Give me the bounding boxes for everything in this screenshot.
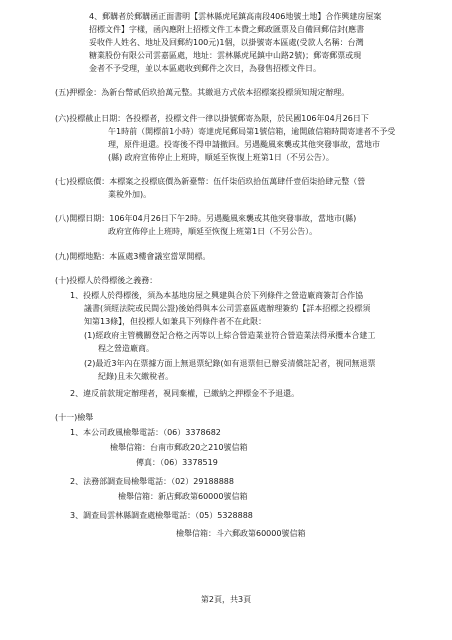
section-10-1-1-line-1: (1)經政府主管機關登記合格之丙等以上綜合營造業並符合營造業法得承攬本合建工 (84, 331, 376, 340)
section-8-line-1: (八)開標日期：106年04月26日下午2時。另遇颱風來襲或其他突發事故，當地市(縣) (55, 214, 357, 223)
section-11-1-mailbox: 檢舉信箱：台南市郵政20之210號信箱 (110, 443, 248, 452)
section-5: (五)押標金：為新台幣貳佰玖拾萬元整。其繳退方式依本招標案投標須知規定辦理。 (55, 88, 350, 97)
item4-line-1: 4、郵購者於郵購函正面書明【雲林縣虎尾鎮高南段406地號土地】合作興建房屋案 (89, 12, 382, 21)
section-11-2-mailbox: 檢舉信箱：新店郵政第60000號信箱 (118, 492, 248, 501)
section-6-line-2: 午1時前（開標前1小時）寄達虎尾郵局第1號信箱，逾開啟信箱時間寄達者不予受 (108, 127, 396, 136)
section-10-1-line-3: 知第13條】，但投標人如兼具下列條件者不在此限： (84, 317, 267, 326)
section-10-title: (十)投標人於得標後之義務： (55, 276, 158, 285)
section-10-1-2-line-2: 紀錄)且未欠繳稅者。 (98, 372, 174, 381)
page-number: 第2頁，共3頁 (200, 595, 252, 604)
section-11-title: (十一)檢舉 (55, 413, 94, 422)
section-11-2-phone: 2、法務部調查局檢舉電話：（02）29188888 (70, 477, 234, 486)
item4-line-4: 糖業股份有限公司雲嘉區處，地址：雲林縣虎尾鎮中山路2號)；郵寄郵票或現 (89, 51, 362, 60)
section-10-1-line-1: 1、投標人於得標後，須為本基地房屋之興建與合於下列條件之營造廠商簽訂合作協 (70, 291, 364, 300)
item4-line-3: 妥收件人姓名、地址及回郵約100元)1個，以掛號寄本區處(受款人名稱：台灣 (89, 38, 364, 47)
section-7-line-1: (七)投標底價：本標案之投標底價為新臺幣：伍仟柒佰玖拾伍萬肆仟壹佰柒拾肆元整（營 (55, 177, 366, 186)
section-10-1-line-2: 議書(須經法院或民間公證)後始得與本公司雲嘉區處辦理簽約【詳本招標之投標須 (84, 304, 371, 313)
item4-line-2: 招標文件】字樣，函內應附上招標文件工本費之郵政匯票及自備回郵信封(應書 (89, 25, 365, 34)
section-7-line-2: 業稅外加)。 (108, 190, 152, 199)
section-9: (九)開標地點：本區處3樓會議室當眾開標。 (55, 252, 211, 261)
section-6-line-3: 理，原件退還。投寄後不得申請撤回。另遇颱風來襲或其他突發事故，當地市 (108, 140, 380, 149)
section-10-1-1-line-2: 程之營造廠商。 (98, 344, 154, 353)
section-10-1-2-line-1: (2)最近3年內在票據方面上無退票紀錄(如有退票但已辦妥清償註記者，視同無退票 (84, 359, 376, 368)
section-11-1-phone: 1、本公司政風檢舉電話：（06）3378682 (70, 428, 221, 437)
section-11-1-fax: 傳真：（06）3378519 (136, 458, 218, 467)
section-6-line-4: (縣) 政府宣佈停止上班時，順延至恢復上班第1日（不另公告）。 (108, 153, 334, 162)
section-11-3-mailbox: 檢舉信箱：斗六郵政第60000號信箱 (176, 529, 306, 538)
section-8-line-2: 政府宣佈停止上班時，順延至恢復上班第1日（不另公告）。 (108, 227, 318, 236)
section-10-2: 2、違反前款規定辦理者，視同棄權，已繳納之押標金不予退還。 (70, 389, 300, 398)
section-11-3-phone: 3、調查局雲林縣調查處檢舉電話：（05）5328888 (70, 511, 253, 520)
section-6-line-1: (六)投標截止日期：各投標者，投標文件一律以掛號郵寄為限，於民國106年04月26日下 (55, 114, 369, 123)
item4-line-5: 金者不予受理，並以本區處收到郵件之次日，為發售招標文件日。 (89, 64, 321, 73)
